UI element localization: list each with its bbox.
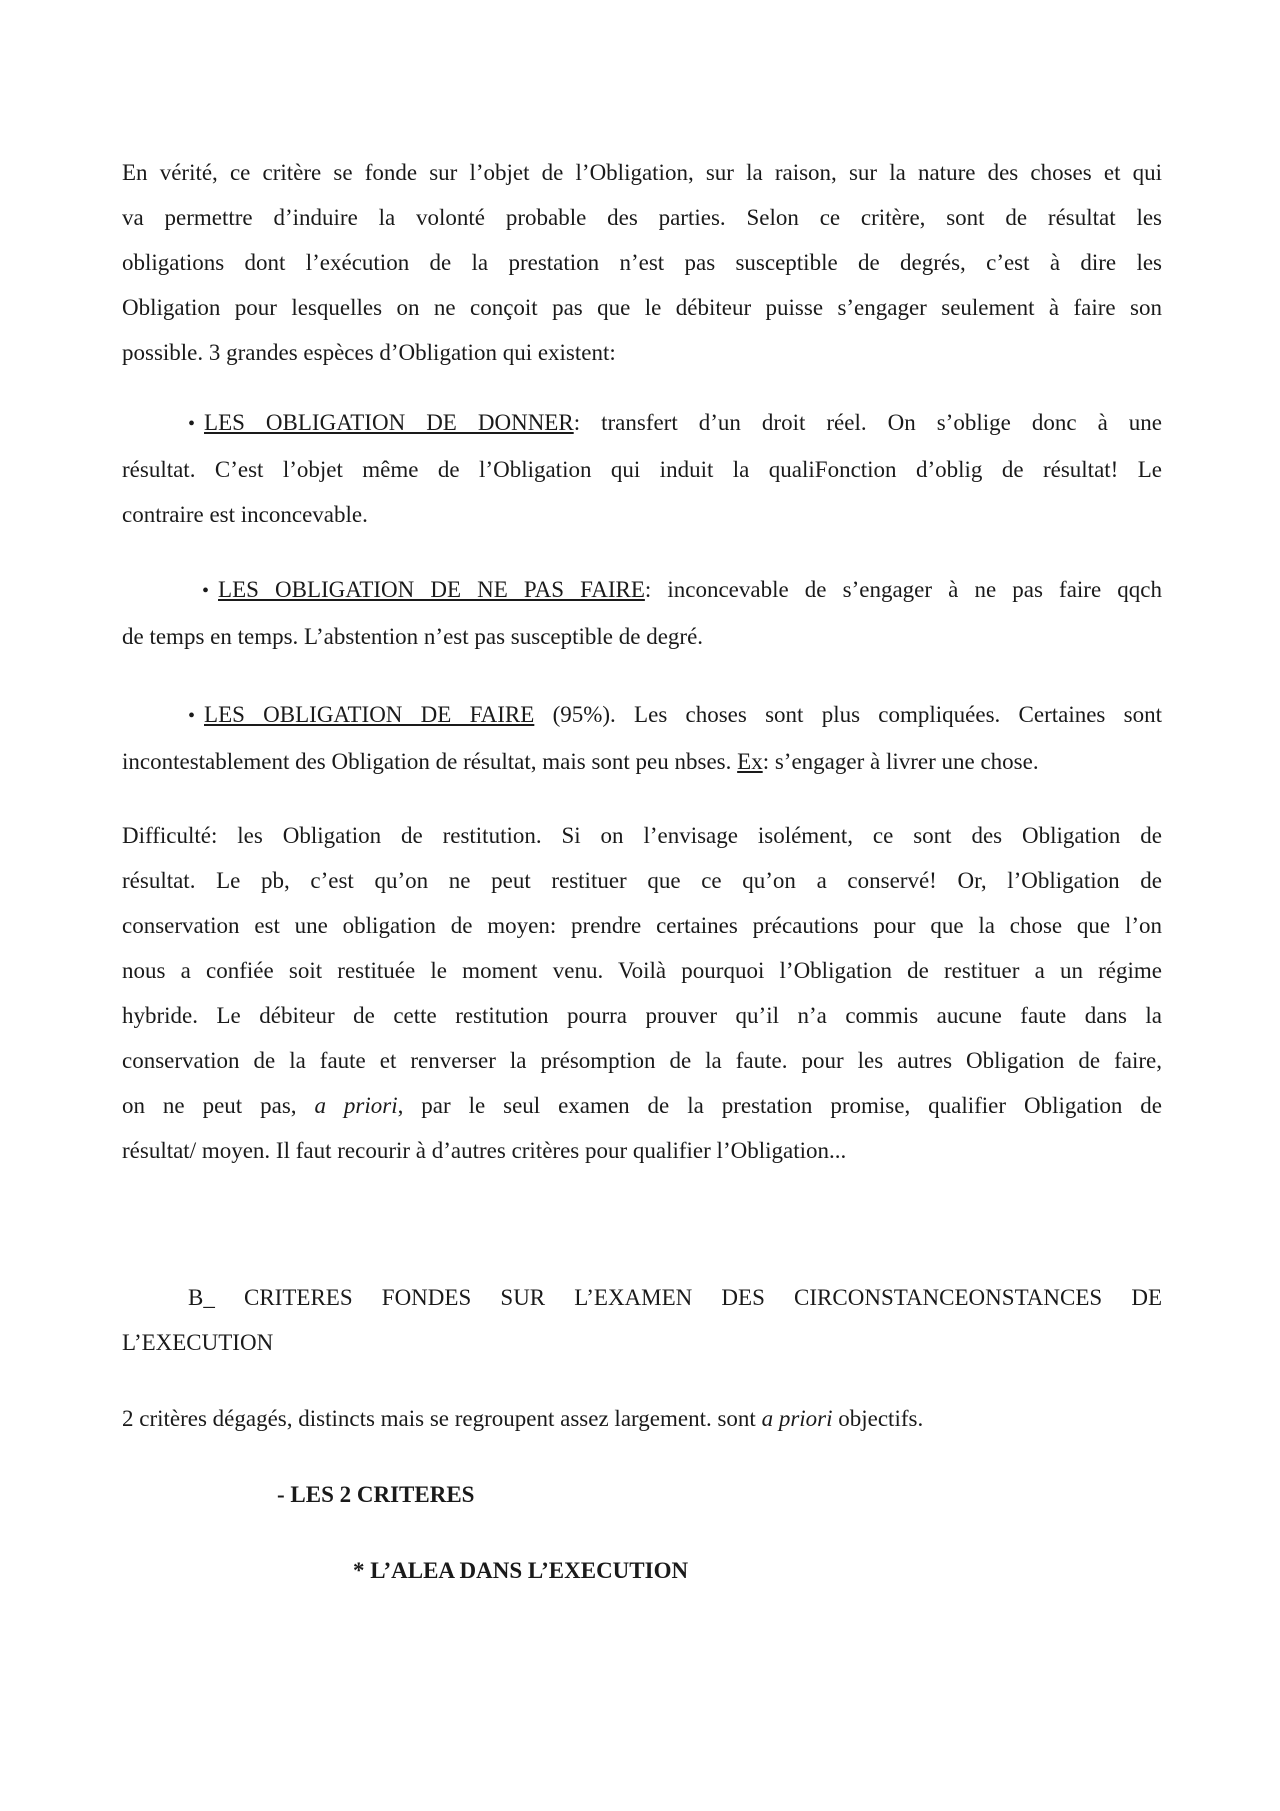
text-line: possible. 3 grandes espèces d’Obligation qui existent:	[122, 340, 616, 365]
bullet-icon: •	[202, 580, 210, 602]
text-line	[122, 739, 1162, 784]
text-line: de temps en temps. L’abstention n’est pas susceptible de degré.	[122, 624, 704, 649]
section-b-heading	[122, 1275, 1162, 1365]
text-line: L’EXECUTION	[122, 1330, 274, 1355]
bullet-title: LES OBLIGATION DE FAIRE	[204, 702, 535, 727]
text-line: contraire est inconcevable.	[122, 502, 368, 527]
bullet-text: : inconcevable de s’engager à ne pas faire qqch	[644, 577, 1162, 602]
text-fragment: , par le seul examen de la prestation promise, qualifier Obligation de	[397, 1093, 1163, 1118]
heading-alea-execution: * L’ALEA DANS L’EXECUTION	[353, 1558, 689, 1583]
text-fragment: objectifs.	[832, 1406, 924, 1431]
bullet-obligation-ne-pas-faire	[122, 567, 1162, 659]
text-line: hybride. Le débiteur de cette restitution pourra prouver qu’il n’a commis aucune faute dans la	[122, 1003, 1162, 1028]
bullet-icon: •	[188, 413, 196, 435]
bullet-text: : transfert d’un droit réel. On s’oblige donc à une	[573, 410, 1162, 435]
bullet-obligation-donner	[122, 400, 1162, 537]
bullet-title: LES OBLIGATION DE NE PAS FAIRE	[218, 577, 645, 602]
heading-les-2-criteres: - LES 2 CRITERES	[277, 1482, 475, 1507]
text-line: conservation est une obligation de moyen: prendre certaines précautions pour que la chose que l’on	[122, 913, 1162, 938]
example-label: Ex	[737, 749, 763, 774]
bullet-text: (95%). Les choses sont plus compliquées. Certaines sont	[534, 702, 1162, 727]
text-line	[122, 400, 1162, 447]
text-fragment: : s’engager à livrer une chose.	[762, 749, 1039, 774]
text-line: obligations dont l’exécution de la prestation n’est pas susceptible de degrés, c’est à dire les	[122, 250, 1162, 275]
bullet-obligation-faire	[122, 692, 1162, 784]
bullet-icon: •	[188, 705, 196, 727]
paragraph-intro	[122, 150, 1162, 375]
bullet-title: LES OBLIGATION DE DONNER	[204, 410, 574, 435]
paragraph-criteres	[122, 1396, 1162, 1441]
text-line: va permettre d’induire la volonté probable des parties. Selon ce critère, sont de résultat les	[122, 205, 1162, 230]
text-line	[122, 1396, 1162, 1441]
text-line: Obligation pour lesquelles on ne conçoit pas que le débiteur puisse s’engager seulement à faire son	[122, 295, 1162, 320]
text-line	[122, 1083, 1162, 1128]
text-line	[122, 567, 1162, 614]
text-line: résultat/ moyen. Il faut recourir à d’autres critères pour qualifier l’Obligation...	[122, 1138, 847, 1163]
text-line	[122, 692, 1162, 739]
text-fragment: 2 critères dégagés, distincts mais se regroupent assez largement. sont	[122, 1406, 762, 1431]
text-line: résultat. C’est l’objet même de l’Obligation qui induit la qualiFonction d’oblig de résultat! Le	[122, 457, 1162, 482]
text-line: Difficulté: les Obligation de restitution. Si on l’envisage isolément, ce sont des Obligation de	[122, 823, 1162, 848]
text-fragment: incontestablement des Obligation de résultat, mais sont peu nbses.	[122, 749, 738, 774]
paragraph-difficulte	[122, 813, 1162, 1173]
text-fragment: on ne peut pas,	[122, 1093, 315, 1118]
text-line: B_ CRITERES FONDES SUR L’EXAMEN DES CIRCONSTANCEONSTANCES DE	[188, 1285, 1162, 1310]
text-line: résultat. Le pb, c’est qu’on ne peut restituer que ce qu’on a conservé! Or, l’Obligation de	[122, 868, 1162, 893]
text-line: nous a confiée soit restituée le moment venu. Voilà pourquoi l’Obligation de restituer a un régime	[122, 958, 1162, 983]
text-line: En vérité, ce critère se fonde sur l’objet de l’Obligation, sur la raison, sur la nature des choses et qui	[122, 160, 1162, 185]
italic-term: a priori	[761, 1406, 833, 1431]
text-line: conservation de la faute et renverser la présomption de la faute. pour les autres Obligation de faire,	[122, 1048, 1162, 1073]
italic-term: a priori	[314, 1093, 398, 1118]
